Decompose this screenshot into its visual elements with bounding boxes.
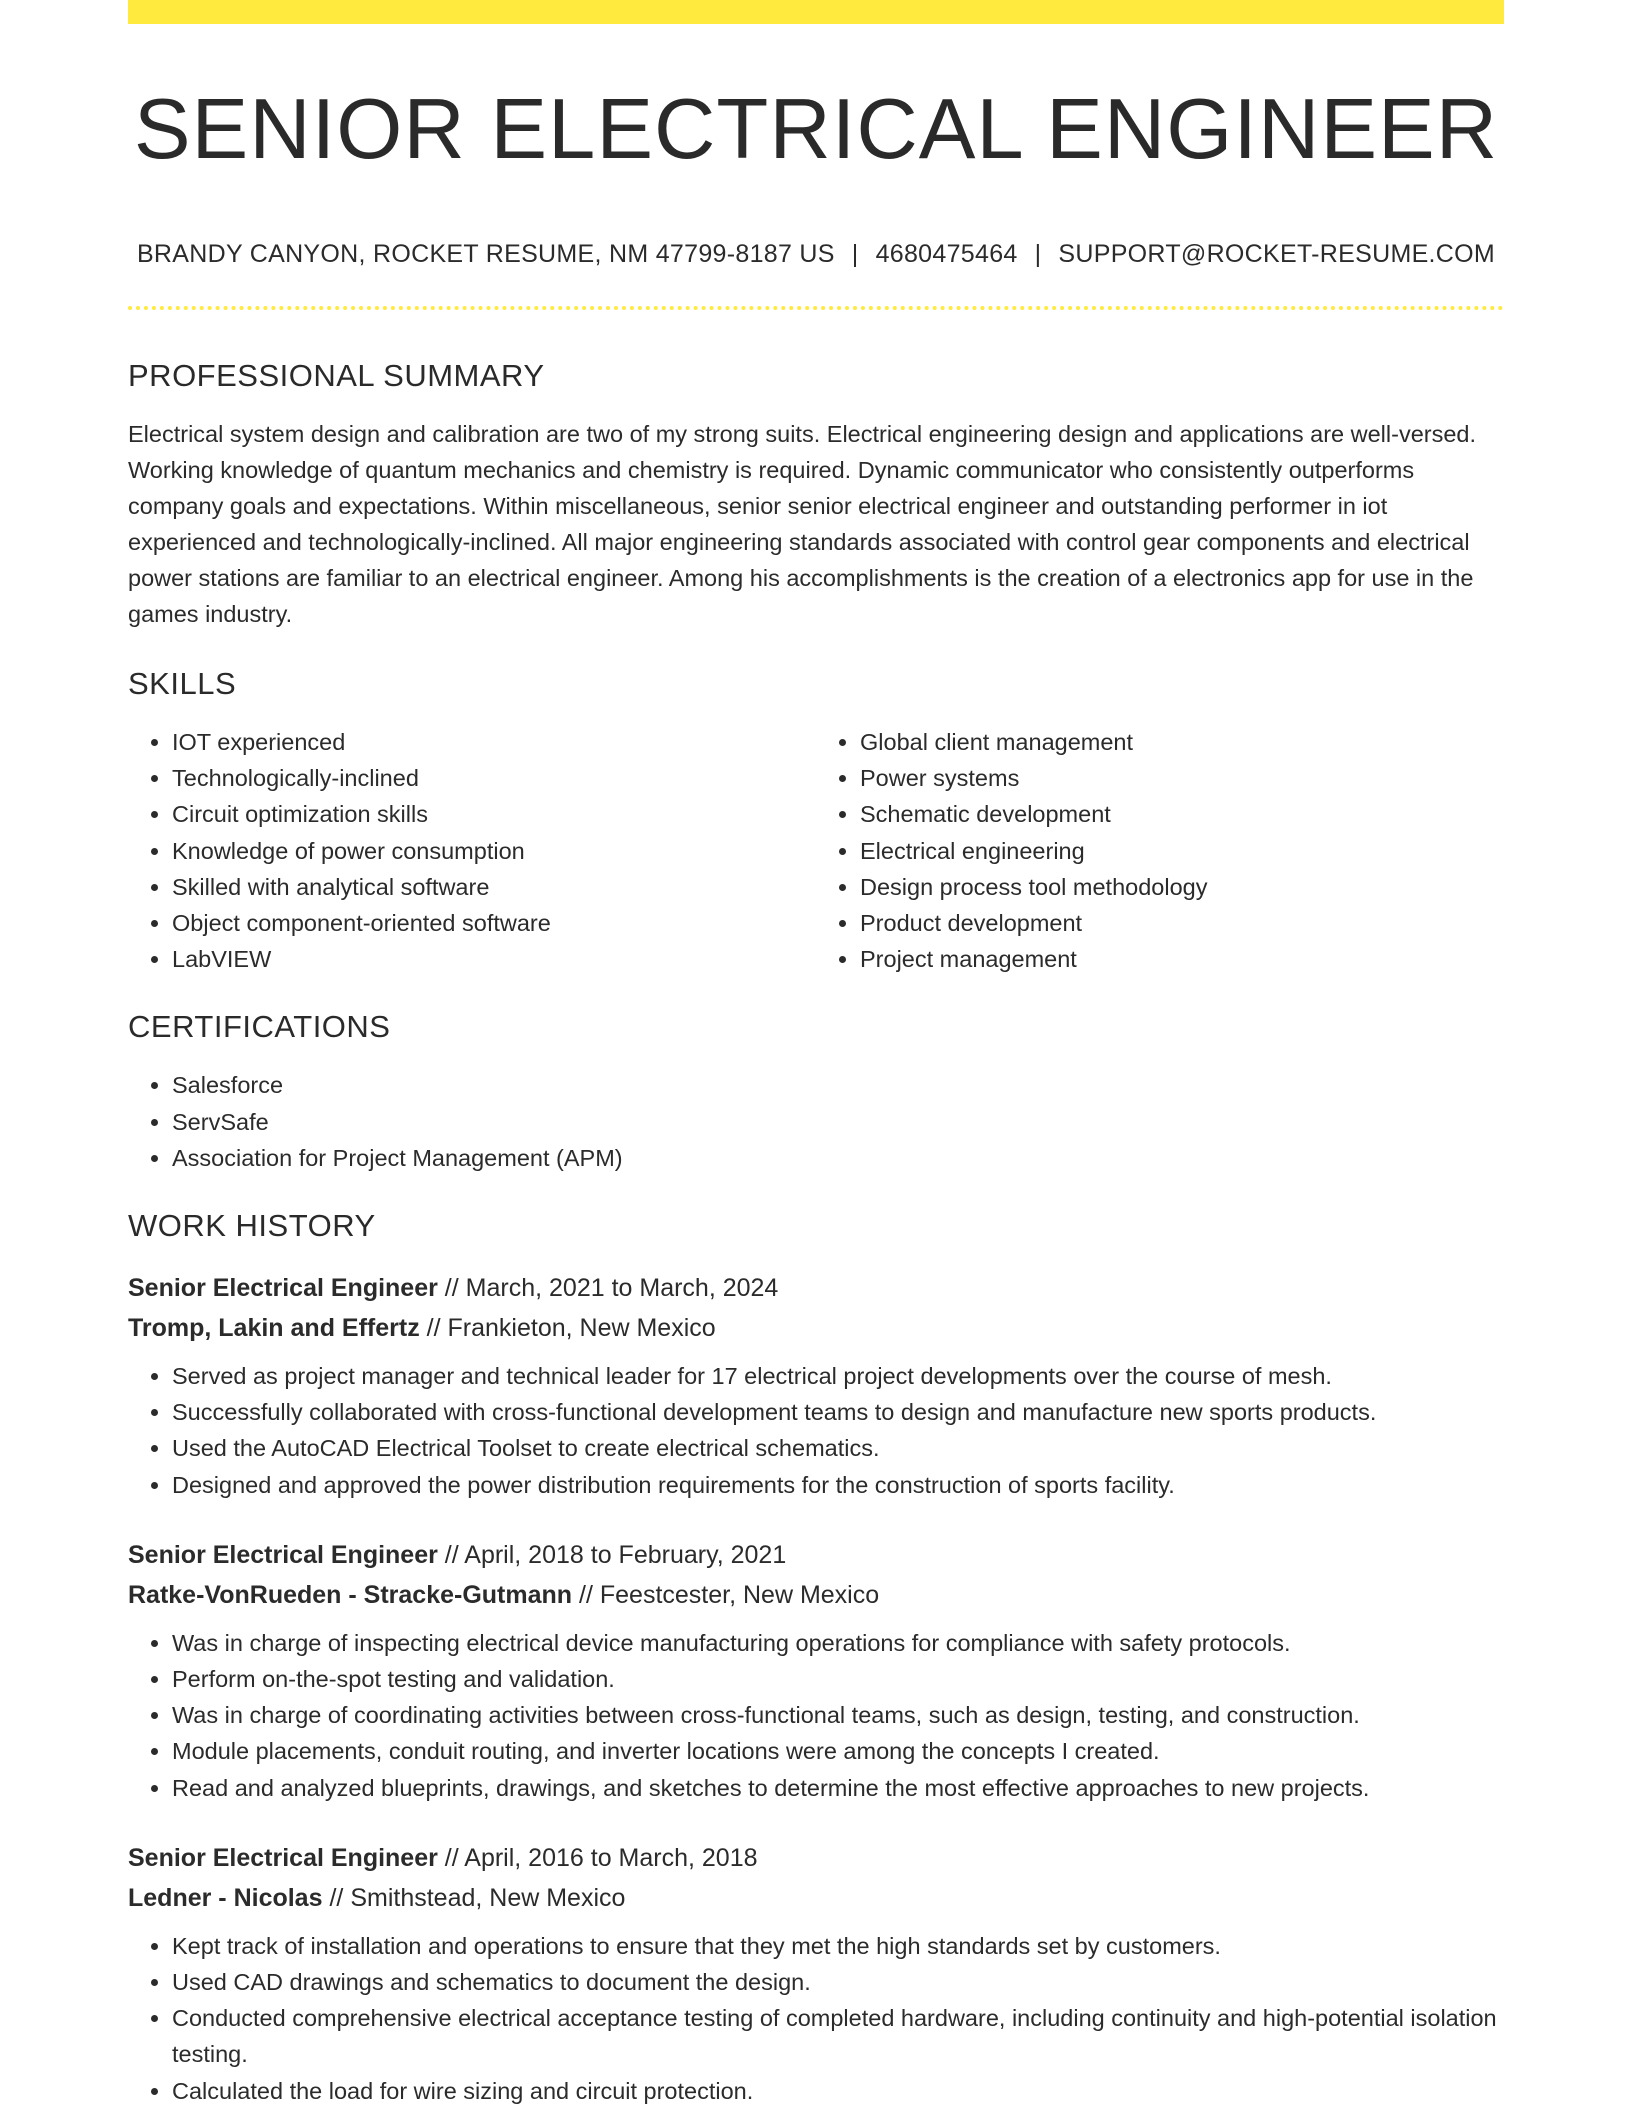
certifications-list [128, 1067, 1504, 1176]
contact-separator: | [1034, 240, 1042, 268]
job-title-line [128, 1535, 1504, 1575]
job-bullet: • Calculated the load for wire sizing and circuit protection. [172, 2073, 1504, 2109]
section-divider [128, 306, 1504, 310]
skill-item: • Design process tool methodology [860, 869, 1504, 905]
skill-item: • Knowledge of power consumption [172, 833, 816, 869]
job-title-line [128, 1838, 1504, 1878]
job-bullet: • Served as project manager and technical leader for 17 electrical project developments over the course of mesh. [172, 1358, 1504, 1394]
job-bullet: • Kept track of installation and operations to ensure that they met the high standards set by customers. [172, 1928, 1504, 1964]
job-bullets [128, 1928, 1504, 2109]
job-company: Ledner - Nicolas [128, 1883, 323, 1912]
skills-grid [128, 724, 1504, 977]
job-dates: April, 2018 to February, 2021 [464, 1540, 787, 1569]
job-divider: // [579, 1580, 593, 1609]
job-bullet: • Perform on-the-spot testing and validation. [172, 1661, 1504, 1697]
summary-heading: PROFESSIONAL SUMMARY [128, 358, 545, 393]
job-divider: // [444, 1274, 459, 1303]
skill-item: • Circuit optimization skills [172, 796, 816, 832]
job-company-line [128, 1575, 1504, 1615]
job-entry [128, 1838, 1504, 2109]
job-bullet: • Read and analyzed blueprints, drawings, and sketches to determine the most effective approaches to new projects. [172, 1770, 1504, 1806]
skill-item: • Product development [860, 905, 1504, 941]
job-company: Ratke-VonRueden - Stracke-Gutmann [128, 1580, 573, 1609]
contact-separator: | [851, 240, 859, 268]
job-location: Feestcester, New Mexico [599, 1580, 880, 1609]
summary-text: Electrical system design and calibration are two of my strong suits. Electrical engineering design and applications are well-versed. Working knowledge of quantum mechanics and chemistry is required. Dynamic communicator who consistently outperforms company goals and expectations. Within miscellaneous, senior senior electrical engineer and outstanding performer in iot experienced and technologically-inclined. All major engineering standards associated with control gear components and electrical power stations are familiar to an electrical engineer. Among his accomplishments is the creation of a electronics app for use in the games industry. [128, 421, 1477, 627]
job-title-line [128, 1268, 1504, 1308]
job-location: Smithstead, New Mexico [350, 1883, 626, 1912]
job-bullet: • Module placements, conduit routing, and inverter locations were among the concepts I created. [172, 1733, 1504, 1769]
skill-item: • LabVIEW [172, 941, 816, 977]
certification-item: • ServSafe [172, 1104, 1504, 1140]
job-role: Senior Electrical Engineer [128, 1274, 438, 1303]
skill-item: • IOT experienced [172, 724, 816, 760]
job-entry [128, 1268, 1504, 1503]
job-bullet: • Used the AutoCAD Electrical Toolset to create electrical schematics. [172, 1430, 1504, 1466]
job-company: Tromp, Lakin and Effertz [128, 1314, 420, 1343]
resume-title: SENIOR ELECTRICAL ENGINEER [133, 82, 1499, 177]
job-role: Senior Electrical Engineer [128, 1843, 438, 1872]
contact-phone: 4680475464 [875, 240, 1018, 268]
job-company-line [128, 1878, 1504, 1918]
resume-content [128, 356, 1504, 2109]
job-bullets [128, 1625, 1504, 1806]
job-divider: // [426, 1314, 441, 1343]
summary-section [128, 356, 1504, 632]
work-history-section [128, 1206, 1504, 2109]
job-dates: April, 2016 to March, 2018 [464, 1843, 758, 1872]
skill-item: • Schematic development [860, 796, 1504, 832]
contact-line [128, 236, 1504, 272]
job-divider: // [444, 1843, 459, 1872]
certifications-section [128, 1007, 1504, 1176]
skills-list-left [128, 724, 816, 977]
job-bullets [128, 1358, 1504, 1503]
job-dates: March, 2021 to March, 2024 [465, 1274, 779, 1303]
certification-item: • Association for Project Management (APM) [172, 1140, 1504, 1176]
certifications-heading: CERTIFICATIONS [128, 1009, 391, 1045]
skill-item: • Power systems [860, 760, 1504, 796]
skill-item: • Global client management [860, 724, 1504, 760]
skill-item: • Skilled with analytical software [172, 869, 816, 905]
contact-address: BRANDY CANYON, ROCKET RESUME, NM 47799-8187 US [136, 240, 835, 268]
job-company-line [128, 1308, 1504, 1348]
job-bullet: • Conducted comprehensive electrical acceptance testing of completed hardware, including continuity and high-potential isolation testing. [172, 2000, 1504, 2072]
skill-item: • Project management [860, 941, 1504, 977]
job-bullet: • Was in charge of inspecting electrical device manufacturing operations for compliance with safety protocols. [172, 1625, 1504, 1661]
skills-heading: SKILLS [128, 666, 237, 701]
job-role: Senior Electrical Engineer [128, 1540, 438, 1569]
certification-item: • Salesforce [172, 1067, 1504, 1103]
skills-section [128, 664, 1504, 977]
skill-item: • Technologically-inclined [172, 760, 816, 796]
skills-list-right [816, 724, 1504, 977]
job-divider: // [329, 1883, 344, 1912]
skill-item: • Object component-oriented software [172, 905, 816, 941]
contact-email: SUPPORT@ROCKET-RESUME.COM [1058, 240, 1496, 268]
job-bullet: • Successfully collaborated with cross-functional development teams to design and manufacture new sports products. [172, 1394, 1504, 1430]
work-history-heading: WORK HISTORY [128, 1208, 376, 1244]
skill-item: • Electrical engineering [860, 833, 1504, 869]
job-entry [128, 1535, 1504, 1806]
accent-bar [128, 0, 1504, 24]
job-divider: // [444, 1540, 459, 1569]
job-bullet: • Was in charge of coordinating activities between cross-functional teams, such as design, testing, and construction. [172, 1697, 1504, 1733]
job-bullet: • Designed and approved the power distribution requirements for the construction of sports facility. [172, 1467, 1504, 1503]
job-location: Frankieton, New Mexico [447, 1314, 716, 1343]
job-bullet: • Used CAD drawings and schematics to document the design. [172, 1964, 1504, 2000]
